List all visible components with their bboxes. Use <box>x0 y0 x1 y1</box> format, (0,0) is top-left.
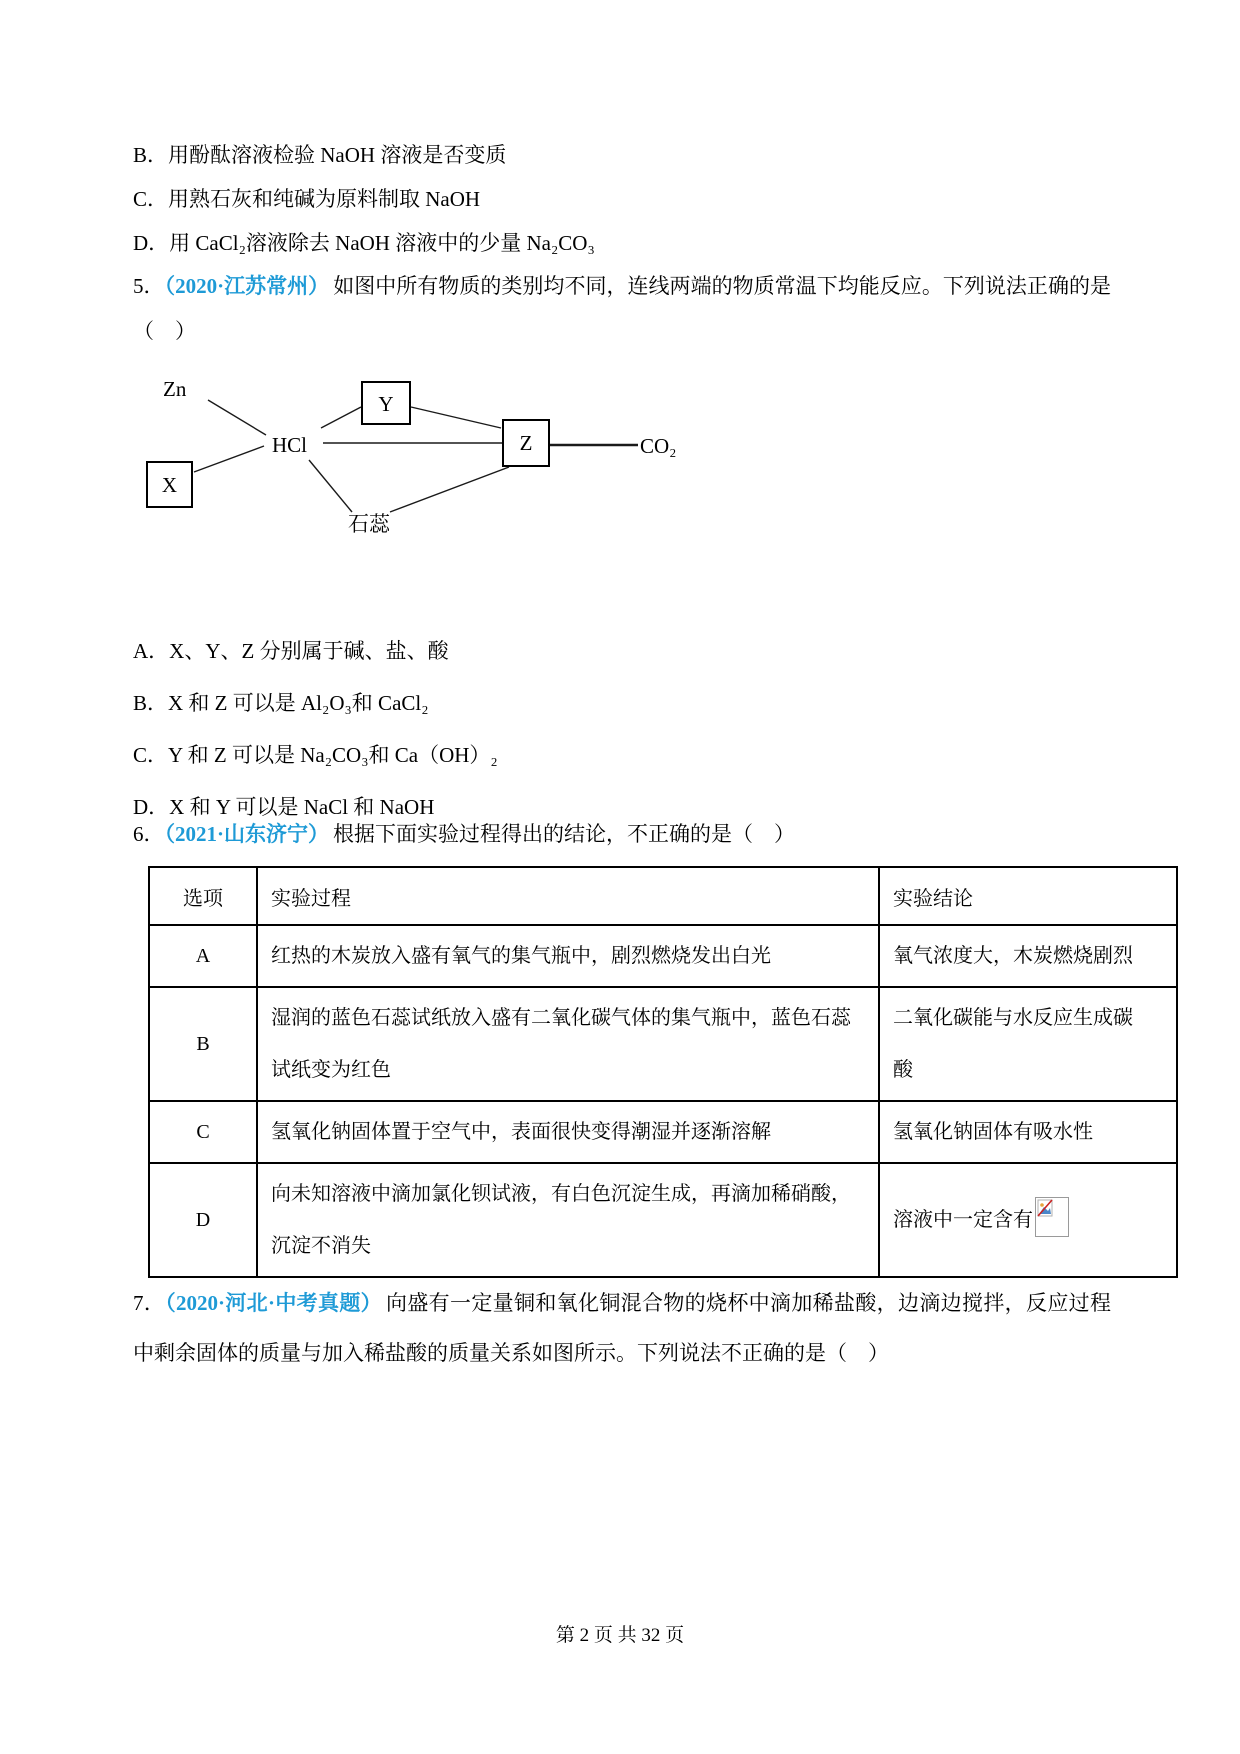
option-line: C．用熟石灰和纯碱为原料制取 NaOH <box>133 187 481 211</box>
edge-hcl-y <box>321 407 361 428</box>
edge-hcl-litmus <box>309 460 352 512</box>
question-number: 7． <box>133 1291 166 1315</box>
question-number: 6． <box>133 822 165 846</box>
question-5-stem <box>133 264 1111 354</box>
table-row <box>149 1163 1177 1277</box>
cell-option: B <box>149 987 257 1101</box>
question5-diagram <box>133 365 693 600</box>
table-row <box>149 1101 1177 1163</box>
conclusion-text: 溶液中一定含有 <box>893 1209 1033 1231</box>
node-label-hcl: HCl <box>272 433 308 457</box>
option-line: C．Y 和 Z 可以是 Na₂CO₃和 Ca（OH）₂ <box>133 743 498 767</box>
node-label-zn: Zn <box>163 377 187 401</box>
cell-option: D <box>149 1163 257 1277</box>
question-number: 5． <box>133 274 165 298</box>
table-row <box>149 987 1177 1101</box>
node-label-x: X <box>161 473 178 497</box>
edge-x-hcl <box>194 446 264 472</box>
edge-zn-hcl <box>208 400 266 435</box>
edge-litmus-z <box>390 467 509 512</box>
question-citation: （2020·河北·中考真题） <box>165 1291 383 1315</box>
question5-options <box>133 625 1111 833</box>
question-text: 向盛有一定量铜和氧化铜混合物的烧杯中滴加稀盐酸，边滴边搅拌，反应过程中剩余固体的质量与加入稀盐酸的质量关系如图所示。下列说法不正确的是（ ） <box>133 1291 1112 1365</box>
node-label-z: Z <box>519 431 533 455</box>
question-7-stem <box>133 1278 1111 1378</box>
node-label-y: Y <box>378 392 394 416</box>
cell-process: 氢氧化钠固体置于空气中，表面很快变得潮湿并逐渐溶解 <box>257 1101 879 1163</box>
diagram-node-boxes <box>147 382 549 507</box>
diagram-connectors <box>194 400 638 512</box>
option-line: B．用酚酞溶液检验 NaOH 溶液是否变质 <box>133 143 507 167</box>
page-footer <box>0 1620 1240 1647</box>
cell-option: C <box>149 1101 257 1163</box>
question-citation: （2021·山东济宁） <box>164 822 330 846</box>
table-header-row <box>149 867 1177 925</box>
cell-process: 红热的木炭放入盛有氧气的集气瓶中，剧烈燃烧发出白光 <box>257 925 879 987</box>
question4-options <box>133 133 1111 265</box>
page-number-label: 第 2 页 共 32 页 <box>555 1625 685 1646</box>
question-text: 如图中所有物质的类别均不同，连线两端的物质常温下均能反应。下列说法正确的是（ ） <box>133 274 1111 343</box>
node-label-litmus: 石蕊 <box>348 512 390 536</box>
cell-conclusion: 二氧化碳能与水反应生成碳酸 <box>879 987 1177 1101</box>
option-line: A．X、Y、Z 分别属于碱、盐、酸 <box>133 639 449 663</box>
node-label-co2: CO₂ <box>640 434 677 458</box>
question-text: 根据下面实验过程得出的结论，不正确的是（ ） <box>333 822 796 846</box>
table-row <box>149 925 1177 987</box>
question-6-stem <box>133 812 1111 857</box>
cell-conclusion <box>879 1163 1177 1277</box>
broken-image-icon <box>1035 1197 1069 1237</box>
cell-conclusion: 氢氧化钠固体有吸水性 <box>879 1101 1177 1163</box>
option-line: D．X 和 Y 可以是 NaCl 和 NaOH <box>133 795 435 819</box>
header-conclusion: 实验结论 <box>879 867 1177 925</box>
cell-option: A <box>149 925 257 987</box>
question-citation: （2020·江苏常州） <box>164 274 330 298</box>
option-line: D．用 CaCl₂溶液除去 NaOH 溶液中的少量 Na₂CO₃ <box>133 231 595 255</box>
question6-table <box>148 866 1178 1278</box>
cell-conclusion: 氧气浓度大，木炭燃烧剧烈 <box>879 925 1177 987</box>
cell-process: 向未知溶液中滴加氯化钡试液，有白色沉淀生成，再滴加稀硝酸，沉淀不消失 <box>257 1163 879 1277</box>
cell-process: 湿润的蓝色石蕊试纸放入盛有二氧化碳气体的集气瓶中，蓝色石蕊试纸变为红色 <box>257 987 879 1101</box>
edge-y-z <box>411 407 501 428</box>
option-line: B．X 和 Z 可以是 Al₂O₃和 CaCl₂ <box>133 691 429 715</box>
header-process: 实验过程 <box>257 867 879 925</box>
header-option: 选项 <box>149 867 257 925</box>
